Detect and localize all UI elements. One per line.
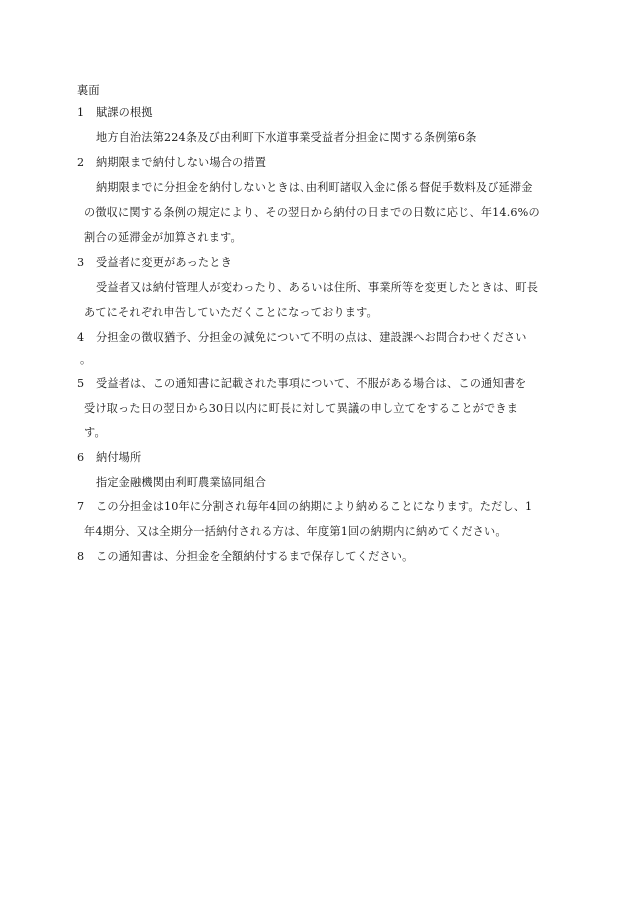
section-4-line-1: 分担金の徴収猶予、分担金の減免について不明の点は、建設課へお問合わせください <box>96 331 527 344</box>
section-3-title: 受益者に変更があったとき <box>96 256 232 269</box>
section-2-title: 納期限まで納付しない場合の措置 <box>96 156 267 169</box>
section-6-number: 6 <box>77 451 85 464</box>
page-heading: 裏面 <box>77 84 100 97</box>
section-4-line-2: 。 <box>80 353 92 366</box>
section-3-number: 3 <box>77 256 85 269</box>
section-6-title: 納付場所 <box>96 451 142 464</box>
section-2-line-3: 割合の延滞金が加算されます。 <box>84 231 242 244</box>
section-7-number: 7 <box>77 500 85 513</box>
section-5-number: 5 <box>77 377 85 390</box>
section-7-line-1: この分担金は10年に分割され毎年4回の納期により納めることになります。ただし、1 <box>96 500 533 513</box>
section-1-number: 1 <box>77 106 85 119</box>
section-2-line-1: 納期限までに分担金を納付しないときは､由利町諸収入金に係る督促手数料及び延滞金 <box>96 181 533 194</box>
section-5-line-2: 受け取った日の翌日から30日以内に町長に対して異議の申し立てをすることができま <box>84 402 519 415</box>
section-4-number: 4 <box>77 331 85 344</box>
section-3-line-2: あてにそれぞれ申告していただくことになっております。 <box>84 306 378 319</box>
section-1-title: 賦課の根拠 <box>96 106 153 119</box>
section-3-line-1: 受益者又は納付管理人が変わったり、あるいは住所、事業所等を変更したときは、町長 <box>96 281 539 294</box>
section-7-line-2: 年4期分、又は全期分一括納付される方は、年度第1回の納期内に納めてください。 <box>84 525 507 538</box>
section-2-number: 2 <box>77 156 85 169</box>
section-5-line-1: 受益者は、この通知書に記載された事項について、不服がある場合は、この通知書を <box>96 377 527 390</box>
section-8-number: 8 <box>77 550 85 563</box>
section-5-line-3: す。 <box>84 426 106 439</box>
section-2-line-2: の徴収に関する条例の規定により、その翌日から納付の日までの日数に応じ、年14.6%の <box>84 206 540 219</box>
section-8-line-1: この通知書は、分担金を全額納付するまで保存してください。 <box>96 550 414 563</box>
section-1-body: 地方自治法第224条及び由利町下水道事業受益者分担金に関する条例第6条 <box>96 131 477 144</box>
section-6-body: 指定金融機関由利町農業協同組合 <box>96 476 267 489</box>
